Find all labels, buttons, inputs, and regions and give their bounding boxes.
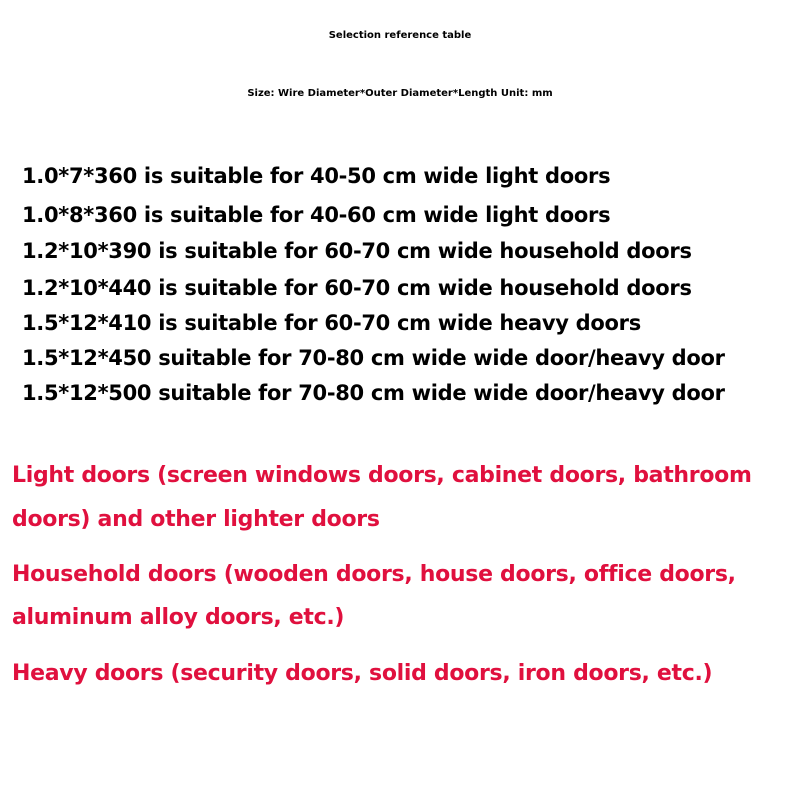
light-doors-note-continued: doors) and other lighter doors xyxy=(12,507,380,532)
spec-line: 1.5*12*450 suitable for 70-80 cm wide wide door/heavy door xyxy=(22,346,725,370)
heavy-doors-note: Heavy doors (security doors, solid doors, iron doors, etc.) xyxy=(12,661,713,686)
spec-line: 1.0*8*360 is suitable for 40-60 cm wide light doors xyxy=(22,203,611,227)
light-doors-note: Light doors (screen windows doors, cabinet doors, bathroom xyxy=(12,463,752,488)
spec-line: 1.0*7*360 is suitable for 40-50 cm wide light doors xyxy=(22,164,611,188)
household-doors-note-continued: aluminum alloy doors, etc.) xyxy=(12,605,345,630)
spec-line: 1.5*12*500 suitable for 70-80 cm wide wide door/heavy door xyxy=(22,381,725,405)
household-doors-note: Household doors (wooden doors, house doors, office doors, xyxy=(12,562,736,587)
size-unit-subtitle: Size: Wire Diameter*Outer Diameter*Length Unit: mm xyxy=(247,88,553,99)
spec-line: 1.5*12*410 is suitable for 60-70 cm wide heavy doors xyxy=(22,311,641,335)
page-title: Selection reference table xyxy=(328,30,472,41)
spec-line: 1.2*10*440 is suitable for 60-70 cm wide household doors xyxy=(22,276,692,300)
spec-line: 1.2*10*390 is suitable for 60-70 cm wide household doors xyxy=(22,239,692,263)
